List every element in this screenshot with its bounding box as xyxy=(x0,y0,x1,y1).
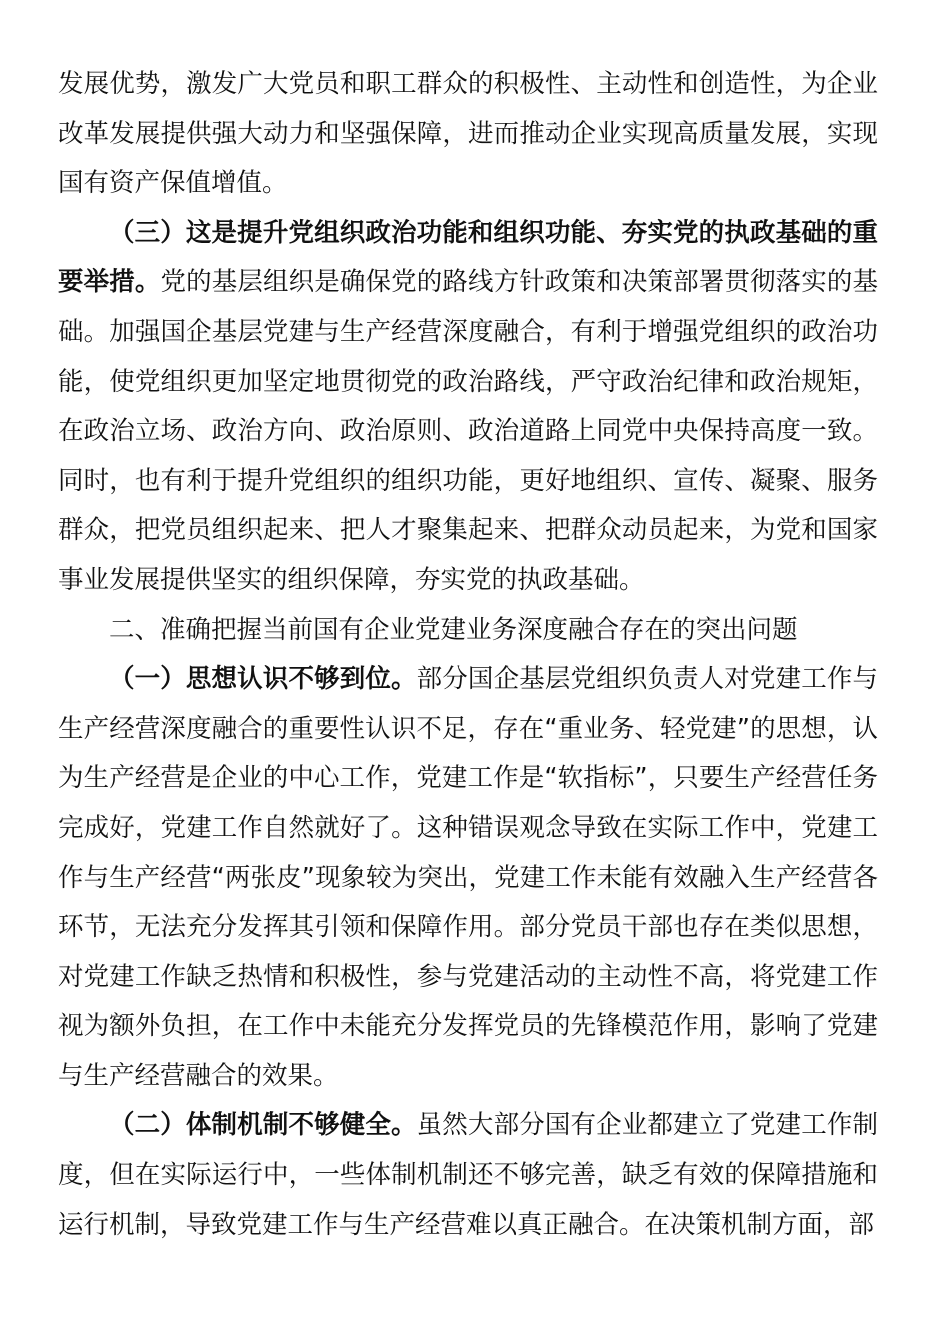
paragraph-two xyxy=(58,1101,878,1250)
section-two-heading: 二、准确把握当前国有企业党建业务深度融合存在的突出问题 xyxy=(109,614,798,645)
paragraph-one-heading: （一）思想认识不够到位。 xyxy=(109,664,417,695)
paragraph-intro-text: 发展优势，激发广大党员和职工群众的积极性、主动性和创造性，为企业改革发展提供强大动力和坚强保障，进而推动企业实现高质量发展，实现国有资产保值增值。 xyxy=(58,69,878,199)
paragraph-two-text: 虽然大部分国有企业都建立了党建工作制度，但在实际运行中，一些体制机制还不够完善，缺乏有效的保障措施和运行机制，导致党建工作与生产经营难以真正融合。在决策机制方面，部 xyxy=(58,1110,878,1240)
paragraph-one-text: 部分国企基层党组织负责人对党建工作与生产经营深度融合的重要性认识不足，存在“重业务、轻党建”的思想，认为生产经营是企业的中心工作，党建工作是“软指标”，只要生产经营任务完成好，党建工作自然就好了。这种错误观念导致在实际工作中，党建工作与生产经营“两张皮”现象较为突出，党建工作未能有效融入生产经营各环节，无法充分发挥其引领和保障作用。部分党员干部也存在类似思想，对党建工作缺乏热情和积极性，参与党建活动的主动性不高，将党建工作视为额外负担，在工作中未能充分发挥党员的先锋模范作用，影响了党建与生产经营融合的效果。 xyxy=(58,664,878,1091)
paragraph-three-heading: （三）这是提升党组织政治功能和组织功能、夯实党的执政基础的重要举措。 xyxy=(58,217,878,298)
paragraph-three xyxy=(58,209,878,606)
paragraph-three-text: 党的基层组织是确保党的路线方针政策和决策部署贯彻落实的基础。加强国企基层党建与生产经营深度融合，有利于增强党组织的政治功能，使党组织更加坚定地贯彻党的政治路线，严守政治纪律和政治规矩，在政治立场、政治方向、政治原则、政治道路上同党中央保持高度一致。同时，也有利于提升党组织的组织功能，更好地组织、宣传、凝聚、服务群众，把党员组织起来、把人才聚集起来、把群众动员起来，为党和国家事业发展提供坚实的组织保障，夯实党的执政基础。 xyxy=(58,267,878,595)
paragraph-intro xyxy=(58,60,878,209)
document-page xyxy=(58,60,878,1250)
paragraph-two-heading: （二）体制机制不够健全。 xyxy=(109,1110,417,1141)
paragraph-one xyxy=(58,655,878,1101)
